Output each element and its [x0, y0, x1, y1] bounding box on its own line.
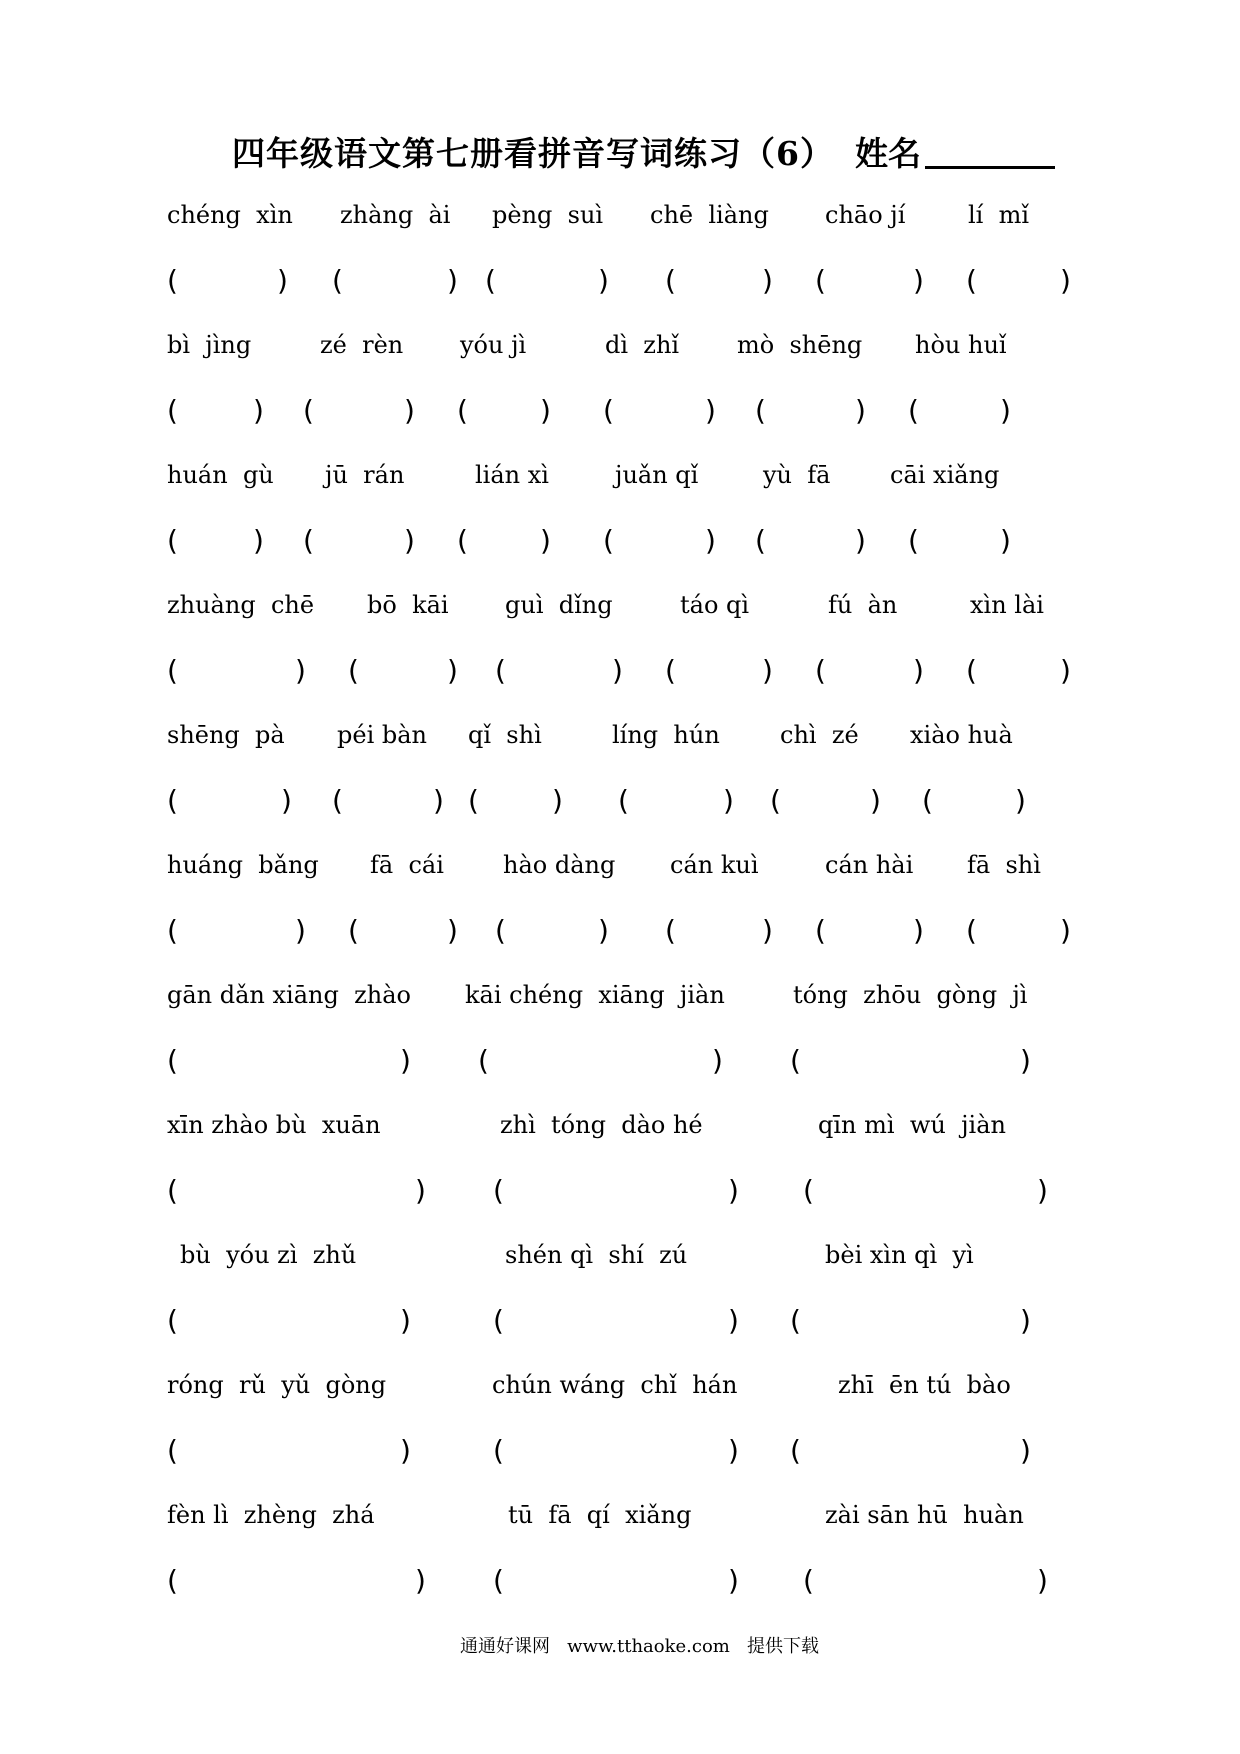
pinyin-word: juǎn qǐ	[615, 461, 699, 489]
answer-paren-open[interactable]: (	[815, 654, 826, 687]
pinyin-word: xīn zhào bù xuān	[167, 1111, 381, 1139]
answer-paren-open[interactable]: (	[495, 914, 506, 947]
answer-paren-open[interactable]: (	[665, 914, 676, 947]
pinyin-word: fú àn	[828, 591, 898, 619]
answer-paren-close[interactable]: )	[1060, 264, 1071, 297]
answer-paren-open[interactable]: (	[167, 1304, 178, 1337]
answer-paren-close[interactable]: )	[447, 914, 458, 947]
pinyin-word: bù yóu zì zhǔ	[180, 1241, 357, 1269]
pinyin-word: yù fā	[763, 461, 831, 489]
pinyin-word: zài sān hū huàn	[825, 1501, 1024, 1529]
pinyin-word: zhàng ài	[340, 201, 451, 229]
pinyin-word: shén qì shí zú	[505, 1241, 688, 1269]
answer-paren-close[interactable]: )	[728, 1434, 739, 1467]
pinyin-word: fā shì	[967, 851, 1041, 879]
answer-paren-close[interactable]: )	[540, 524, 551, 557]
pinyin-word: hòu huǐ	[915, 331, 1007, 359]
answer-paren-close[interactable]: )	[723, 784, 734, 817]
answer-paren-close[interactable]: )	[913, 264, 924, 297]
answer-paren-open[interactable]: (	[790, 1434, 801, 1467]
worksheet-title: 四年级语文第七册看拼音写词练习（6）	[232, 134, 834, 173]
answer-paren-close[interactable]: )	[404, 524, 415, 557]
answer-paren-open[interactable]: (	[803, 1174, 814, 1207]
answer-paren-open[interactable]: (	[493, 1564, 504, 1597]
answer-paren-open[interactable]: (	[790, 1044, 801, 1077]
pinyin-word: tóng zhōu gòng jì	[793, 981, 1028, 1009]
answer-paren-open[interactable]: (	[815, 914, 826, 947]
answer-paren-close[interactable]: )	[415, 1174, 426, 1207]
answer-paren-open[interactable]: (	[348, 654, 359, 687]
answer-paren-open[interactable]: (	[966, 914, 977, 947]
answer-paren-close[interactable]: )	[1000, 394, 1011, 427]
pinyin-word: chāo jí	[825, 201, 906, 229]
answer-paren-close[interactable]: )	[762, 654, 773, 687]
answer-paren-close[interactable]: )	[1020, 1044, 1031, 1077]
answer-paren-open[interactable]: (	[493, 1304, 504, 1337]
pinyin-word: hào dàng	[503, 851, 616, 879]
answer-paren-close[interactable]: )	[762, 264, 773, 297]
pinyin-word: tū fā qí xiǎng	[508, 1501, 692, 1529]
pinyin-word: lí mǐ	[968, 201, 1030, 229]
answer-paren-close[interactable]: )	[404, 394, 415, 427]
pinyin-word: chéng xìn	[167, 201, 293, 229]
answer-paren-close[interactable]: )	[728, 1304, 739, 1337]
pinyin-word: pèng suì	[492, 201, 604, 229]
pinyin-word: huáng bǎng	[167, 851, 319, 879]
answer-paren-open[interactable]: (	[167, 1044, 178, 1077]
pinyin-word: bō kāi	[367, 591, 449, 619]
answer-paren-open[interactable]: (	[815, 264, 826, 297]
name-label: 姓名	[855, 134, 921, 173]
pinyin-word: yóu jì	[460, 331, 527, 359]
answer-paren-close[interactable]: )	[552, 784, 563, 817]
answer-paren-open[interactable]: (	[167, 914, 178, 947]
answer-paren-open[interactable]: (	[665, 654, 676, 687]
answer-paren-open[interactable]: (	[167, 1174, 178, 1207]
pinyin-word: guì dǐng	[505, 591, 613, 619]
answer-paren-close[interactable]: )	[913, 654, 924, 687]
answer-paren-close[interactable]: )	[1000, 524, 1011, 557]
pinyin-word: dì zhǐ	[605, 331, 680, 359]
answer-paren-open[interactable]: (	[167, 654, 178, 687]
answer-paren-open[interactable]: (	[303, 394, 314, 427]
pinyin-word: jū rán	[325, 461, 405, 489]
answer-paren-close[interactable]: )	[400, 1304, 411, 1337]
answer-paren-open[interactable]: (	[922, 784, 933, 817]
answer-paren-open[interactable]: (	[167, 524, 178, 557]
answer-paren-close[interactable]: )	[400, 1044, 411, 1077]
answer-paren-open[interactable]: (	[167, 264, 178, 297]
answer-paren-open[interactable]: (	[332, 264, 343, 297]
pinyin-word: bèi xìn qì yì	[825, 1241, 974, 1269]
answer-paren-close[interactable]: )	[598, 914, 609, 947]
pinyin-word: chún wáng chǐ hán	[492, 1371, 738, 1399]
answer-paren-close[interactable]: )	[913, 914, 924, 947]
answer-paren-close[interactable]: )	[295, 914, 306, 947]
pinyin-word: péi bàn	[337, 721, 427, 749]
footer-credit: 通通好课网 www.tthaoke.com 提供下载	[460, 1636, 820, 1657]
pinyin-word: xiào huà	[910, 721, 1013, 749]
pinyin-word: zhī ēn tú bào	[838, 1371, 1011, 1399]
answer-paren-close[interactable]: )	[281, 784, 292, 817]
pinyin-word: mò shēng	[737, 331, 863, 359]
pinyin-word: zé rèn	[320, 331, 404, 359]
answer-paren-close[interactable]: )	[277, 264, 288, 297]
answer-paren-open[interactable]: (	[167, 394, 178, 427]
answer-paren-open[interactable]: (	[457, 394, 468, 427]
answer-paren-close[interactable]: )	[1037, 1174, 1048, 1207]
answer-paren-close[interactable]: )	[1015, 784, 1026, 817]
pinyin-word: cán kuì	[670, 851, 759, 879]
answer-paren-open[interactable]: (	[167, 1564, 178, 1597]
answer-paren-close[interactable]: )	[295, 654, 306, 687]
answer-paren-close[interactable]: )	[762, 914, 773, 947]
answer-paren-close[interactable]: )	[612, 654, 623, 687]
answer-paren-open[interactable]: (	[790, 1304, 801, 1337]
answer-paren-open[interactable]: (	[468, 784, 479, 817]
pinyin-word: shēng pà	[167, 721, 285, 749]
answer-paren-open[interactable]: (	[303, 524, 314, 557]
answer-paren-open[interactable]: (	[803, 1564, 814, 1597]
name-blank-line[interactable]	[925, 166, 1055, 169]
pinyin-word: chì zé	[780, 721, 859, 749]
pinyin-word: xìn lài	[970, 591, 1044, 619]
pinyin-word: chē liàng	[650, 201, 769, 229]
answer-paren-open[interactable]: (	[493, 1434, 504, 1467]
answer-paren-open[interactable]: (	[457, 524, 468, 557]
answer-paren-open[interactable]: (	[603, 394, 614, 427]
answer-paren-close[interactable]: )	[415, 1564, 426, 1597]
answer-paren-close[interactable]: )	[447, 654, 458, 687]
pinyin-word: zhuàng chē	[167, 591, 315, 619]
answer-paren-open[interactable]: (	[755, 524, 766, 557]
answer-paren-close[interactable]: )	[1020, 1434, 1031, 1467]
pinyin-word: fā cái	[370, 851, 444, 879]
answer-paren-close[interactable]: )	[447, 264, 458, 297]
answer-paren-close[interactable]: )	[855, 524, 866, 557]
answer-paren-open[interactable]: (	[478, 1044, 489, 1077]
pinyin-word: róng rǔ yǔ gòng	[167, 1371, 387, 1399]
answer-paren-open[interactable]: (	[167, 784, 178, 817]
answer-paren-close[interactable]: )	[540, 394, 551, 427]
answer-paren-open[interactable]: (	[618, 784, 629, 817]
answer-paren-close[interactable]: )	[728, 1174, 739, 1207]
pinyin-word: bì jìng	[167, 331, 252, 359]
pinyin-word: kāi chéng xiāng jiàn	[465, 981, 725, 1009]
answer-paren-close[interactable]: )	[253, 524, 264, 557]
answer-paren-open[interactable]: (	[485, 264, 496, 297]
pinyin-word: líng hún	[612, 721, 720, 749]
pinyin-word: qīn mì wú jiàn	[818, 1111, 1006, 1139]
answer-paren-open[interactable]: (	[332, 784, 343, 817]
pinyin-word: lián xì	[475, 461, 549, 489]
answer-paren-close[interactable]: )	[1020, 1304, 1031, 1337]
answer-paren-open[interactable]: (	[603, 524, 614, 557]
answer-paren-close[interactable]: )	[598, 264, 609, 297]
answer-paren-close[interactable]: )	[712, 1044, 723, 1077]
pinyin-word: gān dǎn xiāng zhào	[167, 981, 411, 1009]
answer-paren-open[interactable]: (	[755, 394, 766, 427]
pinyin-word: zhì tóng dào hé	[500, 1111, 703, 1139]
answer-paren-open[interactable]: (	[770, 784, 781, 817]
pinyin-word: cán hài	[825, 851, 914, 879]
answer-paren-close[interactable]: )	[728, 1564, 739, 1597]
answer-paren-open[interactable]: (	[665, 264, 676, 297]
answer-paren-close[interactable]: )	[1060, 914, 1071, 947]
pinyin-word: táo qì	[680, 591, 750, 619]
answer-paren-close[interactable]: )	[1060, 654, 1071, 687]
answer-paren-close[interactable]: )	[1037, 1564, 1048, 1597]
answer-paren-close[interactable]: )	[855, 394, 866, 427]
pinyin-word: fèn lì zhèng zhá	[167, 1501, 375, 1529]
pinyin-word: cāi xiǎng	[890, 461, 1000, 489]
answer-paren-close[interactable]: )	[433, 784, 444, 817]
pinyin-word: huán gù	[167, 461, 274, 489]
answer-paren-open[interactable]: (	[966, 264, 977, 297]
pinyin-word: qǐ shì	[468, 721, 542, 749]
answer-paren-close[interactable]: )	[705, 524, 716, 557]
answer-paren-close[interactable]: )	[705, 394, 716, 427]
answer-paren-close[interactable]: )	[870, 784, 881, 817]
answer-paren-open[interactable]: (	[966, 654, 977, 687]
answer-paren-open[interactable]: (	[908, 524, 919, 557]
answer-paren-open[interactable]: (	[167, 1434, 178, 1467]
answer-paren-open[interactable]: (	[908, 394, 919, 427]
answer-paren-open[interactable]: (	[495, 654, 506, 687]
answer-paren-open[interactable]: (	[348, 914, 359, 947]
answer-paren-open[interactable]: (	[493, 1174, 504, 1207]
answer-paren-close[interactable]: )	[253, 394, 264, 427]
answer-paren-close[interactable]: )	[400, 1434, 411, 1467]
